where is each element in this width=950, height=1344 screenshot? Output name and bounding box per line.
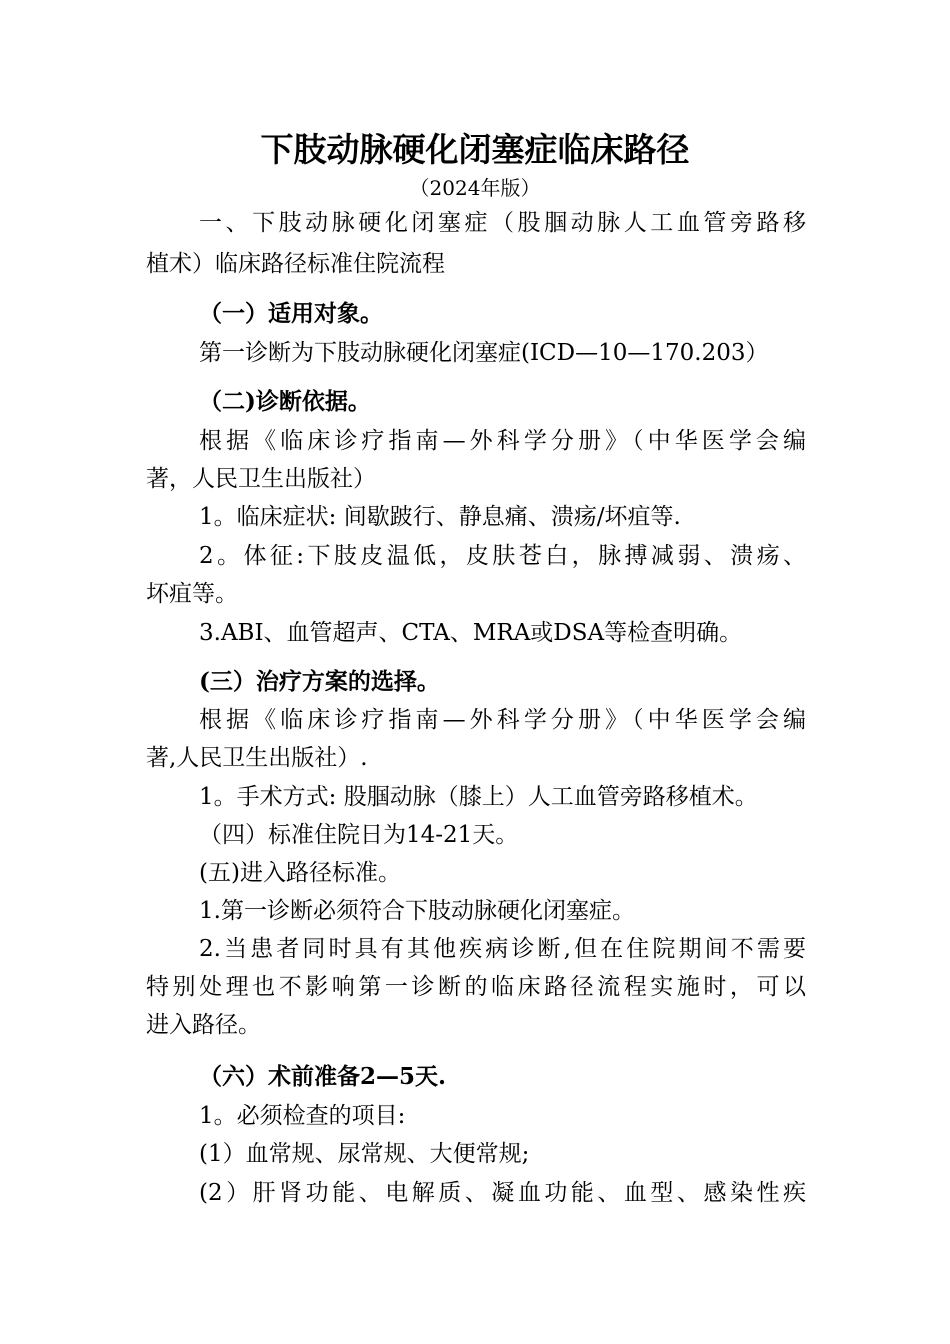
section-heading-1: 一、下肢动脉硬化闭塞症（股腘动脉人工血管旁路移	[199, 210, 806, 236]
list-item: 1。手术方式: 股腘动脉（膝上）人工血管旁路移植术。	[199, 784, 758, 810]
paragraph-line: 根据《临床诊疗指南—外科学分册》（中华医学会编	[199, 707, 806, 733]
subheading-standard-stay: （四）标准住院日为14-21天。	[199, 822, 519, 848]
subheading-applicable-object: （一）适用对象。	[199, 300, 383, 327]
list-item-cont: 坏疽等。	[146, 581, 238, 607]
subheading-treatment-plan: (三）治疗方案的选择。	[199, 668, 440, 695]
paragraph-line: 著,人民卫生出版社）.	[146, 745, 368, 771]
paragraph-line: 著，人民卫生出版社）	[146, 466, 376, 492]
list-item-cont: 进入路径。	[146, 1012, 261, 1038]
list-item: 2。体征:下肢皮温低，皮肤苍白，脉搏减弱、溃疡、	[199, 543, 806, 569]
list-item-cont: 特别处理也不影响第一诊断的临床路径流程实施时，可以	[146, 974, 806, 1000]
paragraph-line: 根据《临床诊疗指南—外科学分册》（中华医学会编	[199, 428, 806, 454]
section-heading-1-cont: 植术）临床路径标准住院流程	[146, 251, 445, 277]
subheading-diagnosis-basis: （二)诊断依据。	[199, 388, 371, 415]
document-title: 下肢动脉硬化闭塞症临床路径	[260, 130, 690, 169]
list-item: 1。临床症状: 间歇跛行、静息痛、溃疡/坏疽等.	[199, 504, 681, 530]
list-item: (2）肝肾功能、电解质、凝血功能、血型、感染性疾	[199, 1180, 806, 1206]
list-item: 1.第一诊断必须符合下肢动脉硬化闭塞症。	[199, 898, 635, 924]
list-item: 1。必须检查的项目:	[199, 1103, 406, 1129]
list-item: (1）血常规、尿常规、大便常规;	[199, 1141, 530, 1167]
subheading-preop-preparation: （六）术前准备2—5天.	[199, 1063, 447, 1090]
paragraph-line: 第一诊断为下肢动脉硬化闭塞症(ICD—10—170.203）	[199, 340, 769, 366]
list-item: 3.ABI、血管超声、CTA、MRA或DSA等检查明确。	[199, 620, 743, 646]
subheading-entry-criteria: (五)进入路径标准。	[199, 860, 401, 886]
list-item: 2.当患者同时具有其他疾病诊断,但在住院期间不需要	[199, 936, 806, 962]
document-subtitle: （2024年版）	[409, 176, 541, 200]
